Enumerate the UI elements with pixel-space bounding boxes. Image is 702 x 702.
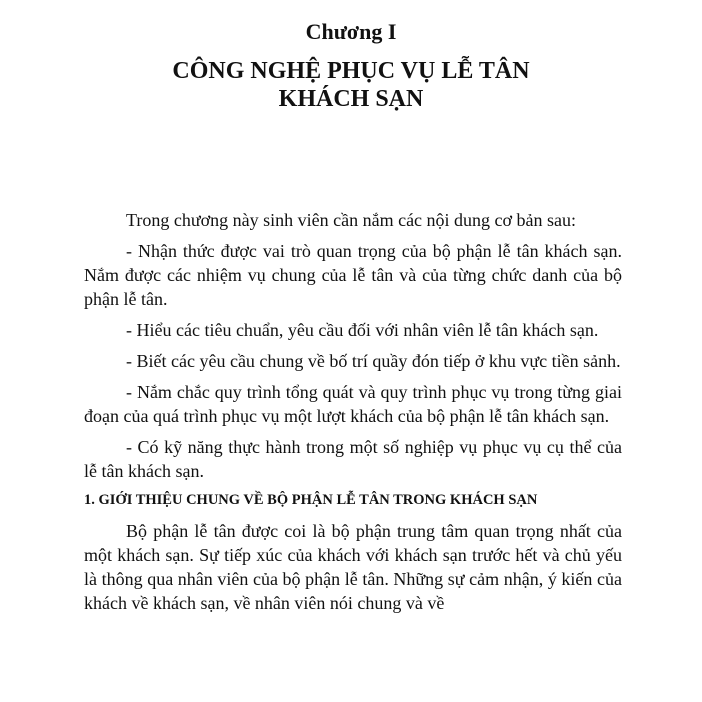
objective-item: - Nhận thức được vai trò quan trọng của bộ phận lễ tân khách sạn. Nắm được các nhiệm vụ chung của lễ tân và của từng chức danh của bộ phận lễ tân.: [84, 241, 622, 309]
chapter-title: [0, 57, 702, 113]
objective-item: - Biết các yêu cầu chung về bố trí quầy đón tiếp ở khu vực tiền sảnh.: [126, 351, 621, 371]
chapter-title-line-1: CÔNG NGHỆ PHỤC VỤ LỄ TÂN: [172, 58, 530, 84]
chapter-label: Chương I: [305, 19, 397, 44]
chapter-title-line-2: KHÁCH SẠN: [278, 86, 424, 112]
objective-item: - Hiểu các tiêu chuẩn, yêu cầu đối với nhân viên lễ tân khách sạn.: [126, 320, 599, 340]
objective-item: - Nắm chắc quy trình tổng quát và quy trình phục vụ trong từng giai đoạn của quá trình phục vụ một lượt khách của bộ phận lễ tân khách sạn.: [84, 382, 622, 426]
section-heading: 1. GIỚI THIỆU CHUNG VỀ BỘ PHẬN LỄ TÂN TRONG KHÁCH SẠN: [84, 492, 538, 508]
intro-paragraph: Trong chương này sinh viên cần nắm các nội dung cơ bản sau:: [126, 210, 577, 230]
objective-item: - Có kỹ năng thực hành trong một số nghiệp vụ phục vụ cụ thể của lễ tân khách sạn.: [84, 437, 622, 481]
section-paragraph: Bộ phận lễ tân được coi là bộ phận trung tâm quan trọng nhất của một khách sạn. Sự tiếp xúc của khách với khách sạn trước hết và chủ yếu là thông qua nhân viên của bộ phận lễ tân. Những sự cảm nhận, ý kiến của khách về khách sạn, về nhân viên nói chung và về: [84, 521, 622, 613]
body-text: [84, 208, 622, 622]
